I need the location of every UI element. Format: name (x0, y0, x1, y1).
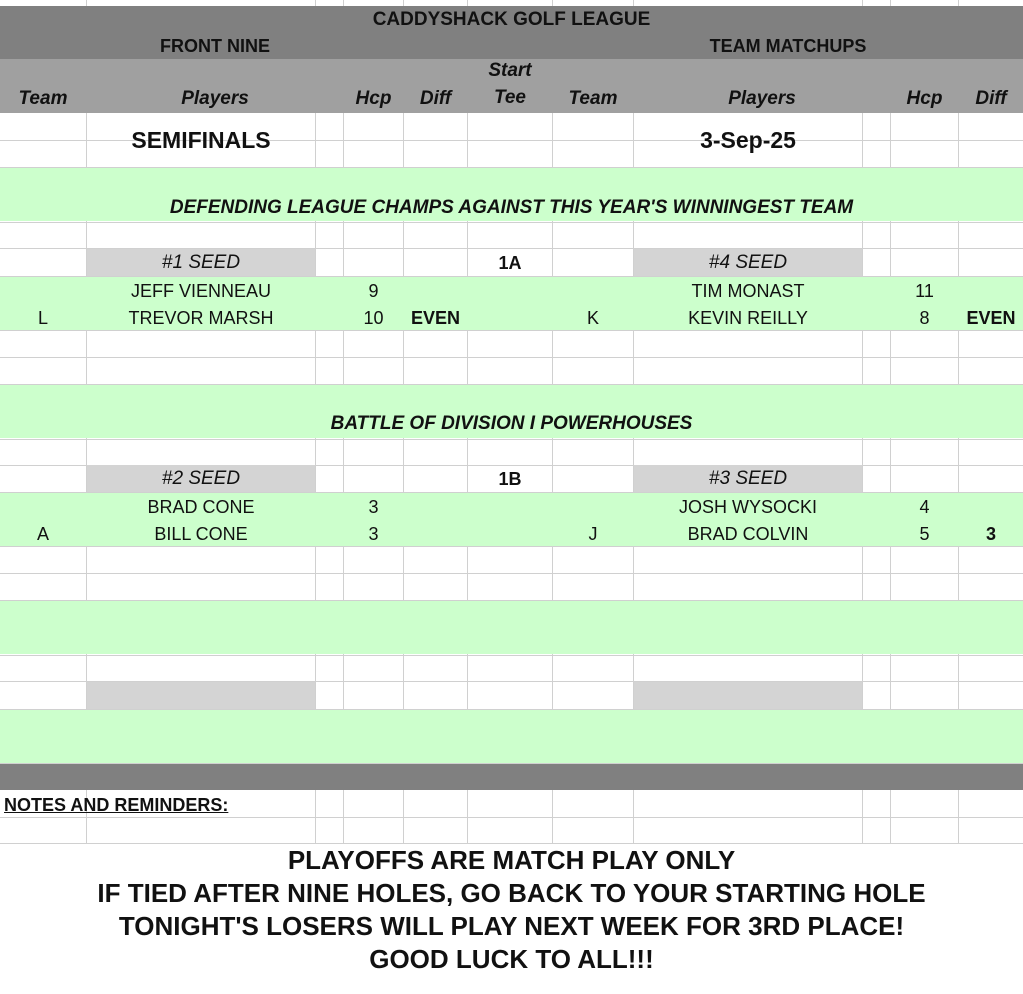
match-1-right-hcp-1: 11 (915, 281, 934, 301)
grid-row-line (0, 655, 1023, 656)
footer-bar (0, 764, 1023, 790)
section-front-nine: FRONT NINE (160, 36, 270, 56)
match-2-left-player-2: BILL CONE (154, 524, 248, 544)
header-diff: Diff (419, 88, 452, 109)
grid-row-line (0, 330, 1023, 331)
empty-players-bg (0, 710, 1023, 763)
match-2-banner: BATTLE OF DIVISION I POWERHOUSES (330, 413, 693, 434)
match-2-left-seed: #2 SEED (161, 468, 241, 489)
match-1-left-player-2: TREVOR MARSH (128, 308, 274, 328)
match-2-right-hcp-1: 4 (919, 497, 930, 517)
header-players-right: Players (728, 88, 796, 109)
empty-right-seed-bg (634, 682, 862, 709)
header-team-right: Team (568, 88, 618, 109)
match-1-left-team: L (37, 308, 48, 328)
grid-row-line (0, 357, 1023, 358)
match-2-right-player-1: JOSH WYSOCKI (678, 497, 817, 517)
note-2: IF TIED AFTER NINE HOLES, GO BACK TO YOUR STARTING HOLE (97, 878, 926, 908)
match-1-right-player-2: KEVIN REILLY (688, 308, 808, 328)
match-1-right-team: K (586, 308, 599, 328)
header-diff-right: Diff (975, 88, 1007, 109)
match-1-right-seed: #4 SEED (708, 252, 788, 273)
note-1: PLAYOFFS ARE MATCH PLAY ONLY (287, 845, 736, 875)
header-team: Team (18, 88, 68, 109)
round-label: SEMIFINALS (131, 127, 271, 153)
match-2-right-diff: 3 (985, 524, 996, 544)
grid-row-line (0, 817, 1023, 818)
match-2-right-hcp-2: 5 (919, 524, 930, 544)
match-2-left-team: A (36, 524, 49, 544)
match-2-right-team: J (588, 524, 598, 544)
match-2-left-hcp-1: 3 (368, 497, 379, 517)
notes-label: NOTES AND REMINDERS: (4, 795, 229, 815)
match-1-right-player-1: TIM MONAST (691, 281, 805, 301)
header-players: Players (181, 88, 249, 109)
match-2-right-seed: #3 SEED (708, 468, 788, 489)
empty-banner-bg (0, 601, 1023, 654)
match-1-left-hcp-2: 10 (363, 308, 384, 328)
grid-row-line (0, 573, 1023, 574)
header-start: Start (488, 60, 532, 81)
grid-row-line (0, 439, 1023, 440)
header-hcp-right: Hcp (906, 88, 943, 109)
match-1-left-hcp-1: 9 (368, 281, 379, 301)
match-1-left-player-1: JEFF VIENNEAU (130, 281, 272, 301)
grid-row-line (0, 546, 1023, 547)
match-date: 3-Sep-25 (700, 127, 796, 153)
grid-row-line (0, 222, 1023, 223)
league-title: CADDYSHACK GOLF LEAGUE (372, 9, 651, 30)
match-2-left-player-1: BRAD CONE (147, 497, 255, 517)
match-2-right-player-2: BRAD COLVIN (687, 524, 809, 544)
header-hcp: Hcp (355, 88, 392, 109)
match-1-banner: DEFENDING LEAGUE CHAMPS AGAINST THIS YEAR'S WINNINGEST TEAM (169, 197, 854, 218)
match-1-start-tee: 1A (498, 253, 522, 273)
match-1-right-hcp-2: 8 (919, 308, 930, 328)
header-tee: Tee (493, 87, 527, 108)
match-1-left-seed: #1 SEED (161, 252, 241, 273)
note-4: GOOD LUCK TO ALL!!! (369, 944, 654, 974)
match-1-right-diff: EVEN (966, 308, 1016, 328)
note-3: TONIGHT'S LOSERS WILL PLAY NEXT WEEK FOR 3RD PLACE! (118, 911, 905, 941)
match-2-left-hcp-2: 3 (368, 524, 379, 544)
match-2-start-tee: 1B (498, 469, 522, 489)
match-1-left-diff: EVEN (410, 308, 461, 328)
section-team-matchups: TEAM MATCHUPS (709, 36, 867, 56)
empty-left-seed-bg (87, 682, 315, 709)
